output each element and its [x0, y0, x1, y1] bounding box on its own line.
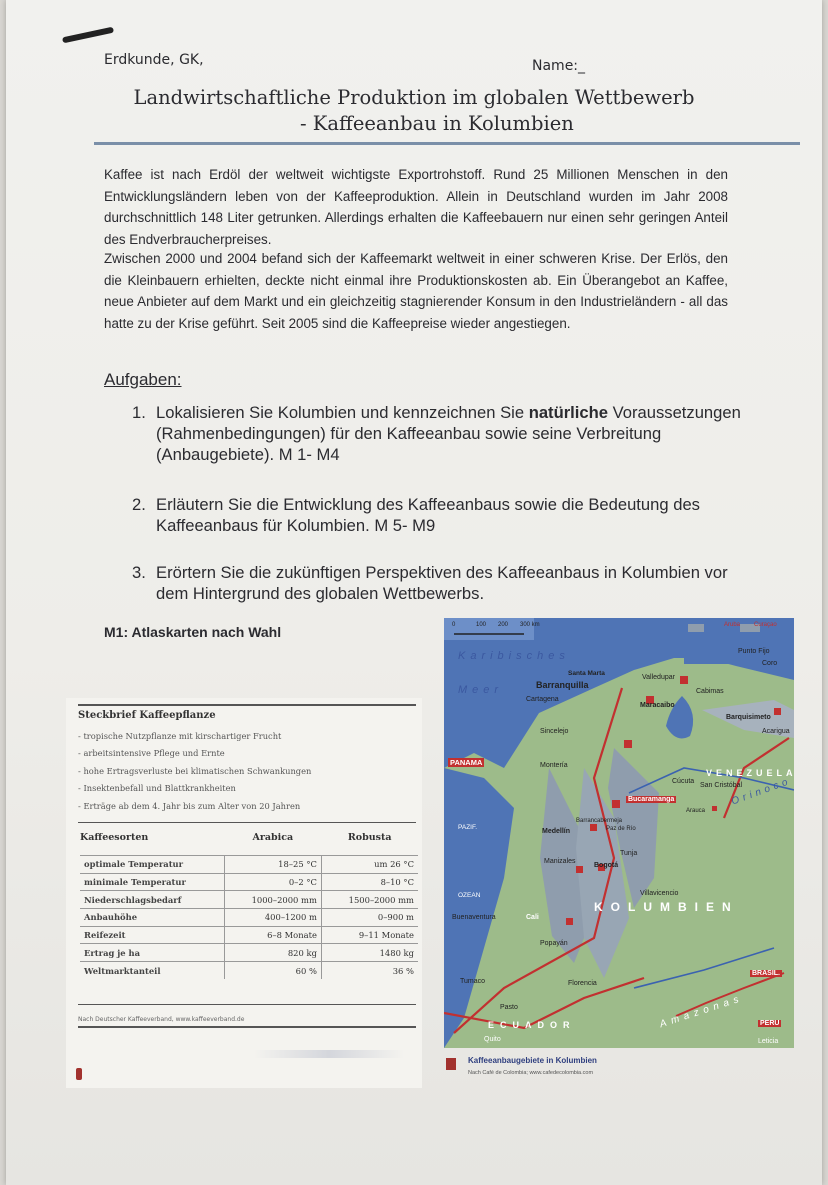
- map-label-brasil: BRASIL.: [752, 970, 780, 977]
- task-number: 2.: [132, 495, 146, 514]
- card-bottom-rule: [78, 1026, 416, 1028]
- table-row: minimale Temperatur 0–2 °C 8–10 °C: [80, 873, 418, 891]
- table-row: Weltmarktanteil 60 % 36 %: [80, 962, 418, 980]
- task-item: [132, 562, 742, 604]
- card-source: Nach Deutscher Kaffeeverband, www.kaffeeverband.de: [78, 1016, 245, 1023]
- list-item: - tropische Nutzpflanze mit kirschartiger Frucht: [78, 728, 311, 745]
- map-label-quito: Quito: [484, 1036, 501, 1043]
- map-label-barquisimeto: Barquisimeto: [726, 714, 771, 721]
- map-label-panama: PANAMA: [450, 758, 483, 767]
- map-label-monteria: Montería: [540, 762, 568, 769]
- table-row: Anbauhöhe 400–1200 m 0–900 m: [80, 909, 418, 927]
- task-number: 3.: [132, 563, 146, 582]
- pen-mark: [62, 27, 114, 44]
- map-label-ecuador: ECUADOR: [488, 1020, 576, 1030]
- map-label-cabimas: Cabimas: [696, 688, 724, 695]
- trait-list: [78, 728, 311, 815]
- map-label-acarigua: Acarigua: [762, 728, 790, 735]
- task-text: Erörtern Sie die zukünftigen Perspektiven des Kaffeeanbaus in Kolumbien vor dem Hintergrund des globalen Wettbewerbs.: [156, 563, 728, 603]
- scale-label: 100: [476, 622, 487, 628]
- map-label-valledupar: Valledupar: [642, 674, 675, 681]
- coffee-profile-card: [66, 698, 422, 1088]
- map-label-bucaramanga: Bucaramanga: [628, 796, 675, 803]
- map-label-cali: Cali: [526, 914, 539, 921]
- map-label-ocean: OZEAN: [458, 892, 481, 899]
- task-text: Lokalisieren Sie Kolumbien und kennzeichnen Sie natürliche Voraussetzungen (Rahmenbedingungen) für den Kaffeeanbau sowie seine Verbreitung (Anbaugebiete). M 1- M4: [156, 403, 741, 464]
- column-header: Robusta: [347, 832, 392, 843]
- map-label-paz-de-rio: Paz de Río: [606, 826, 636, 832]
- list-item: - Insektenbefall und Blattkrankheiten: [78, 780, 311, 797]
- map-label-venezuela: VENEZUELA: [706, 768, 797, 778]
- map-label-buenaventura: Buenaventura: [452, 914, 496, 921]
- map-label-pasto: Pasto: [500, 1004, 518, 1011]
- map-label-bogota: Bogotá: [594, 862, 619, 869]
- page-title: Landwirtschaftliche Produktion im globalen Wettbewerb: [133, 86, 695, 109]
- map-label-leticia: Leticia: [758, 1038, 779, 1045]
- task-bold-word: natürliche: [528, 403, 608, 422]
- task-item: [132, 402, 742, 465]
- map-label-barrancabermeja: Barrancabermeja: [576, 818, 623, 824]
- map-label-arauca: Arauca: [686, 808, 706, 814]
- course-label: Erdkunde, GK,: [104, 52, 204, 68]
- coffee-legend-icon: [446, 1058, 456, 1070]
- table-header-row: [80, 832, 418, 856]
- m1-label: M1: Atlaskarten nach Wahl: [104, 624, 282, 640]
- map-label-medellin: Medellín: [542, 828, 571, 835]
- map-label-santa-marta: Santa Marta: [568, 670, 605, 677]
- map-label-peru: PERU: [760, 1020, 780, 1027]
- card-divider: [78, 822, 416, 823]
- task-number: 1.: [132, 403, 146, 422]
- map-label-colombia: KOLUMBIEN: [594, 900, 739, 914]
- page-subtitle: - Kaffeeanbau in Kolumbien: [300, 112, 574, 135]
- table-row: Niederschlagsbedarf 1000–2000 mm 1500–2000 mm: [80, 891, 418, 909]
- map-label-orinoco: Orinoco: [730, 775, 793, 808]
- task-text: Erläutern Sie die Entwicklung des Kaffeeanbaus sowie die Bedeutung des Kaffeeanbaus für Kolumbien. M 5- M9: [156, 495, 700, 535]
- aruba-island: [688, 624, 704, 632]
- map-label-tunja: Tunja: [620, 850, 638, 857]
- map-label-pacific: PAZIF.: [458, 824, 478, 831]
- map-label-aruba: Aruba: [724, 622, 741, 628]
- map-label-sea: Meer: [458, 684, 504, 696]
- table-row: optimale Temperatur 18–25 °C um 26 °C: [80, 856, 418, 874]
- map-graphic: [444, 618, 794, 1048]
- map-label-villavicencio: Villavicencio: [640, 890, 679, 897]
- scale-label: 300 km: [520, 622, 540, 628]
- map-label-curacao: Curaçao: [754, 622, 777, 628]
- map-label-cucuta: Cúcuta: [672, 778, 695, 785]
- map-label-caribbean: Karibisches: [458, 650, 570, 662]
- map-label-san-cristobal: San Cristóbal: [700, 782, 743, 789]
- map-caption-title: Kaffeeanbaugebiete in Kolumbien: [468, 1056, 597, 1065]
- tasks-heading: Aufgaben:: [104, 370, 182, 389]
- map-label-sincelejo: Sincelejo: [540, 728, 569, 735]
- table-row: Reifezeit 6–8 Monate 9–11 Monate: [80, 926, 418, 944]
- colombia-coffee-map: [444, 618, 797, 1090]
- scale-label: 200: [498, 622, 509, 628]
- material-marker-icon: [76, 1068, 82, 1080]
- map-label-tumaco: Tumaco: [460, 978, 486, 985]
- list-item: - Erträge ab dem 4. Jahr bis zum Alter von 20 Jahren: [78, 798, 311, 815]
- map-label-popayan: Popayán: [540, 940, 568, 947]
- card-top-rule: [78, 704, 416, 706]
- intro-paragraph-1: Kaffee ist nach Erdöl der weltweit wichtigste Exportrohstoff. Rund 25 Millionen Menschen in den Entwicklungsländern leben von der Kaffeeproduktion. Allein in Deutschland wurden im Jahr 2008 durchschnittlich 148 Liter getrunken. Allerdings erhalten die Kaffeebauern nur einen sehr geringen Anteil des Endverbraucherpreises.: [104, 167, 728, 247]
- name-field-label: Name:_: [532, 58, 586, 74]
- map-caption-source: Nach Café de Colombia; www.cafedecolombia.com: [468, 1070, 594, 1076]
- map-label-maracaibo: Maracaibo: [640, 702, 675, 709]
- list-item: - arbeitsintensive Pflege und Ernte: [78, 745, 311, 762]
- title-divider: [94, 142, 800, 145]
- coffee-varieties-table: [80, 832, 418, 979]
- scale-label: 0: [452, 622, 456, 628]
- map-label-amazonas: Amazonas: [658, 992, 745, 1031]
- map-label-manizales: Manizales: [544, 858, 576, 865]
- map-label-cartagena: Cartagena: [526, 696, 559, 703]
- column-header: Kaffeesorten: [80, 832, 149, 843]
- table-bottom-rule: [78, 1004, 416, 1005]
- card-heading: Steckbrief Kaffeepflanze: [78, 710, 216, 721]
- table-row: Ertrag je ha 820 kg 1480 kg: [80, 944, 418, 962]
- map-label-florencia: Florencia: [568, 980, 597, 987]
- decorative-gradient: [254, 1050, 404, 1058]
- task-item: [132, 494, 742, 536]
- map-label-barranquilla: Barranquilla: [536, 680, 589, 690]
- map-label-coro: Coro: [762, 660, 778, 667]
- intro-paragraph-2: Zwischen 2000 und 2004 befand sich der Kaffeemarkt weltweit in einer schweren Krise. Der Erlös, den die Kleinbauern erhielten, deckte nicht einmal ihre Produktionskosten ab. Ein Überangebot an Kaffee, neue Anbieter auf dem Markt und ein gleichzeitig stagnierender Konsum in den Industrieländern - all das hatte zu der Krise geführt. Seit 2005 sind die Kaffeepreise wieder angestiegen.: [104, 251, 728, 331]
- map-label-punto-fijo: Punto Fijo: [738, 648, 770, 655]
- list-item: - hohe Ertragsverluste bei klimatischen Schwankungen: [78, 763, 311, 780]
- column-header: Arabica: [252, 832, 294, 843]
